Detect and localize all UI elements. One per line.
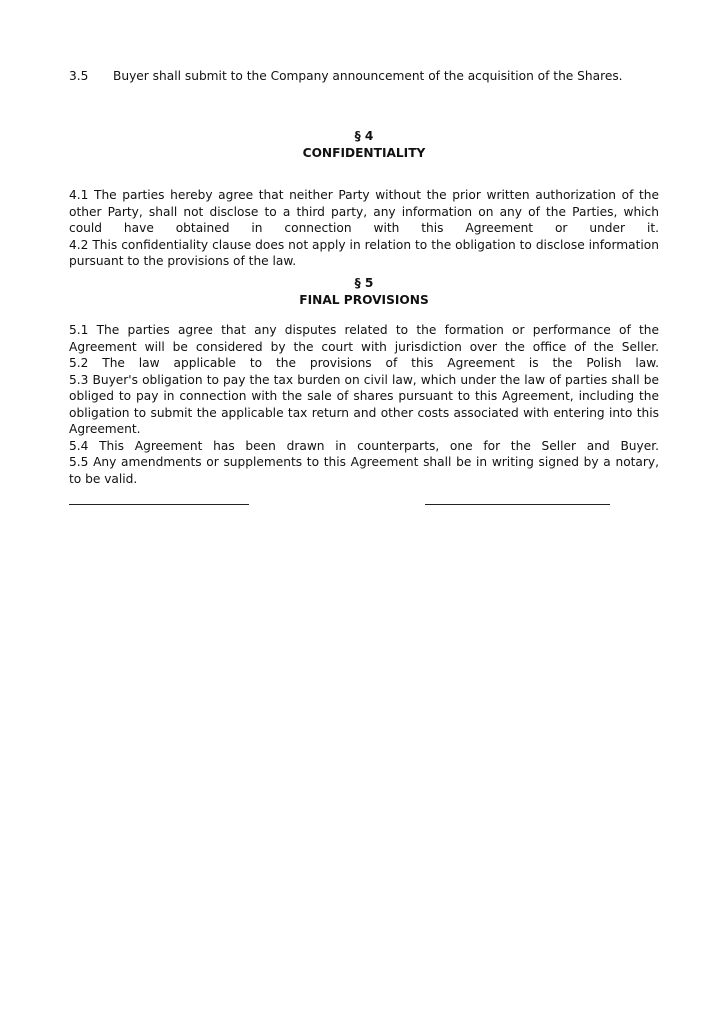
section-title: FINAL PROVISIONS <box>299 293 429 307</box>
paragraph-5-3: 5.3 Buyer's obligation to pay the tax burden on civil law, which under the law of parties shall be obliged to pay in connection with the sale of shares pursuant to this Agreement, including the obligation to submit the applicable tax return and other costs associated with entering into this Agreement. <box>69 372 659 436</box>
signature-line-seller <box>69 503 249 505</box>
paragraph-5-5: 5.5 Any amendments or supplements to this Agreement shall be in writing signed by a notary, to be valid. <box>69 455 659 486</box>
section-symbol: § 5 <box>354 276 374 290</box>
clause-3-5 <box>69 68 659 84</box>
clause-number: 3.5 <box>69 69 89 83</box>
paragraph-5-2: 5.2 The law applicable to the provisions of this Agreement is the Polish law. <box>69 356 659 370</box>
clause-text: Buyer shall submit to the Company announcement of the acquisition of the Shares. <box>113 69 623 83</box>
signature-line-buyer <box>425 503 610 505</box>
section-5-body <box>69 322 659 487</box>
section-symbol: § 4 <box>354 129 374 143</box>
section-5-heading <box>69 275 659 309</box>
section-title: CONFIDENTIALITY <box>302 146 426 160</box>
paragraph-4-2: 4.2 This confidentiality clause does not apply in relation to the obligation to disclose information pursuant to the provisions of the law. <box>69 237 659 268</box>
paragraph-4-1: 4.1 The parties hereby agree that neither Party without the prior written authorization of the other Party, shall not disclose to a third party, any information on any of the Parties, which could have obtained in connection with this Agreement or under it. <box>69 188 659 235</box>
section-4-body <box>69 187 659 270</box>
section-4-heading <box>69 128 659 162</box>
paragraph-5-1: 5.1 The parties agree that any disputes related to the formation or performance of the Agreement will be considered by the court with jurisdiction over the office of the Seller. <box>69 323 659 354</box>
paragraph-5-4: 5.4 This Agreement has been drawn in counterparts, one for the Seller and Buyer. <box>69 438 659 453</box>
